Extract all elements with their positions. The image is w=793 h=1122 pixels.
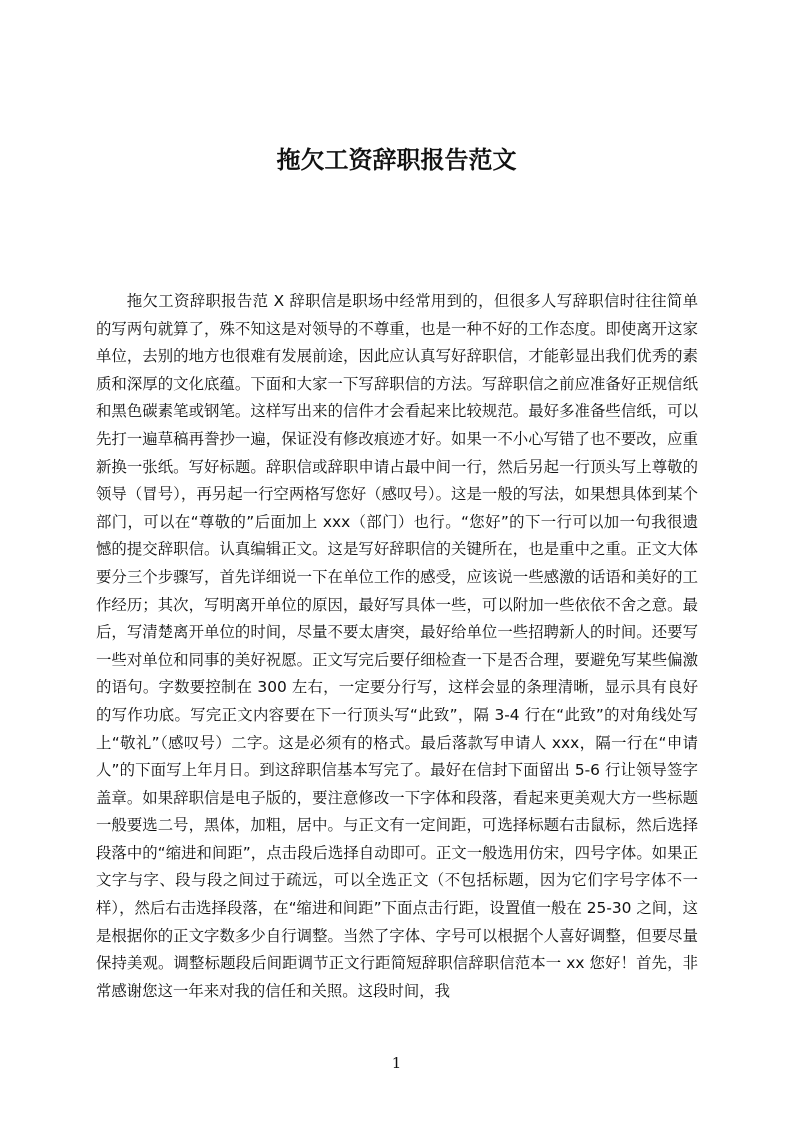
document-title: 拖欠工资辞职报告范文 [276,146,517,174]
document-body-paragraph: 拖欠工资辞职报告范 X 辞职信是职场中经常用到的，但很多人写辞职信时往往简单的写两句就算了，殊不知这是对领导的不尊重，也是一种不好的工作态度。即使离开这家单位，去别的地方也很难有发展前途，因此应认真写好辞职信，才能彰显出我们优秀的素质和深厚的文化底蕴。下面和大家一下写辞职信的方法。写辞职信之前应准备好正规信纸和黑色碳素笔或钢笔。这样写出来的信件才会看起来比较规范。最好多准备些信纸，可以先打一遍草稿再誊抄一遍，保证没有修改痕迹才好。如果一不小心写错了也不要改，应重新换一张纸。写好标题。辞职信或辞职申请占最中间一行，然后另起一行顶头写上尊敬的领导（冒号），再另起一行空两格写您好（感叹号）。这是一般的写法，如果想具体到某个部门，可以在“尊敬的”后面加上 xxx（部门）也行。“您好”的下一行可以加一句我很遗憾的提交辞职信。认真编辑正文。这是写好辞职信的关键所在，也是重中之重。正文大体要分三个步骤写，首先详细说一下在单位工作的感受，应该说一些感激的话语和美好的工作经历；其次，写明离开单位的原因，最好写具体一些，可以附加一些依依不舍之意。最后，写清楚离开单位的时间，尽量不要太唐突，最好给单位一些招聘新人的时间。还要写一些对单位和同事的美好祝愿。正文写完后要仔细检查一下是否合理，要避免写某些偏激的语句。字数要控制在 300 左右，一定要分行写，这样会显的条理清晰，显示具有良好的写作功底。写完正文内容要在下一行顶头写“此致”，隔 3-4 行在“此致”的对角线处写上“敬礼”（感叹号）二字。这是必须有的格式。最后落款写申请人 xxx，隔一行在“申请人”的下面写上年月日。到这辞职信基本写完了。最好在信封下面留出 5-6 行让领导签字盖章。如果辞职信是电子版的，要注意修改一下字体和段落，看起来更美观大方一些标题一般要选二号，黑体，加粗，居中。与正文有一定间距，可选择标题右击鼠标，然后选择段落中的“缩进和间距”，点击段后选择自动即可。正文一般选用仿宋，四号字体。如果正文字与字、段与段之间过于疏远，可以全选正文（不包括标题，因为它们字号字体不一样），然后右击选择段落，在“缩进和间距”下面点击行距，设置值一般在 25-30 之间，这是根据你的正文字数多少自行调整。当然了字体、字号可以根据个人喜好调整，但要尽量保持美观。调整标题段后间距调节正文行距简短辞职信辞职信范本一 xx 您好！首先，非常感谢您这一年来对我的信任和关照。这段时间，我 [96,292,698,1000]
page-number: 1 [391,1054,402,1072]
